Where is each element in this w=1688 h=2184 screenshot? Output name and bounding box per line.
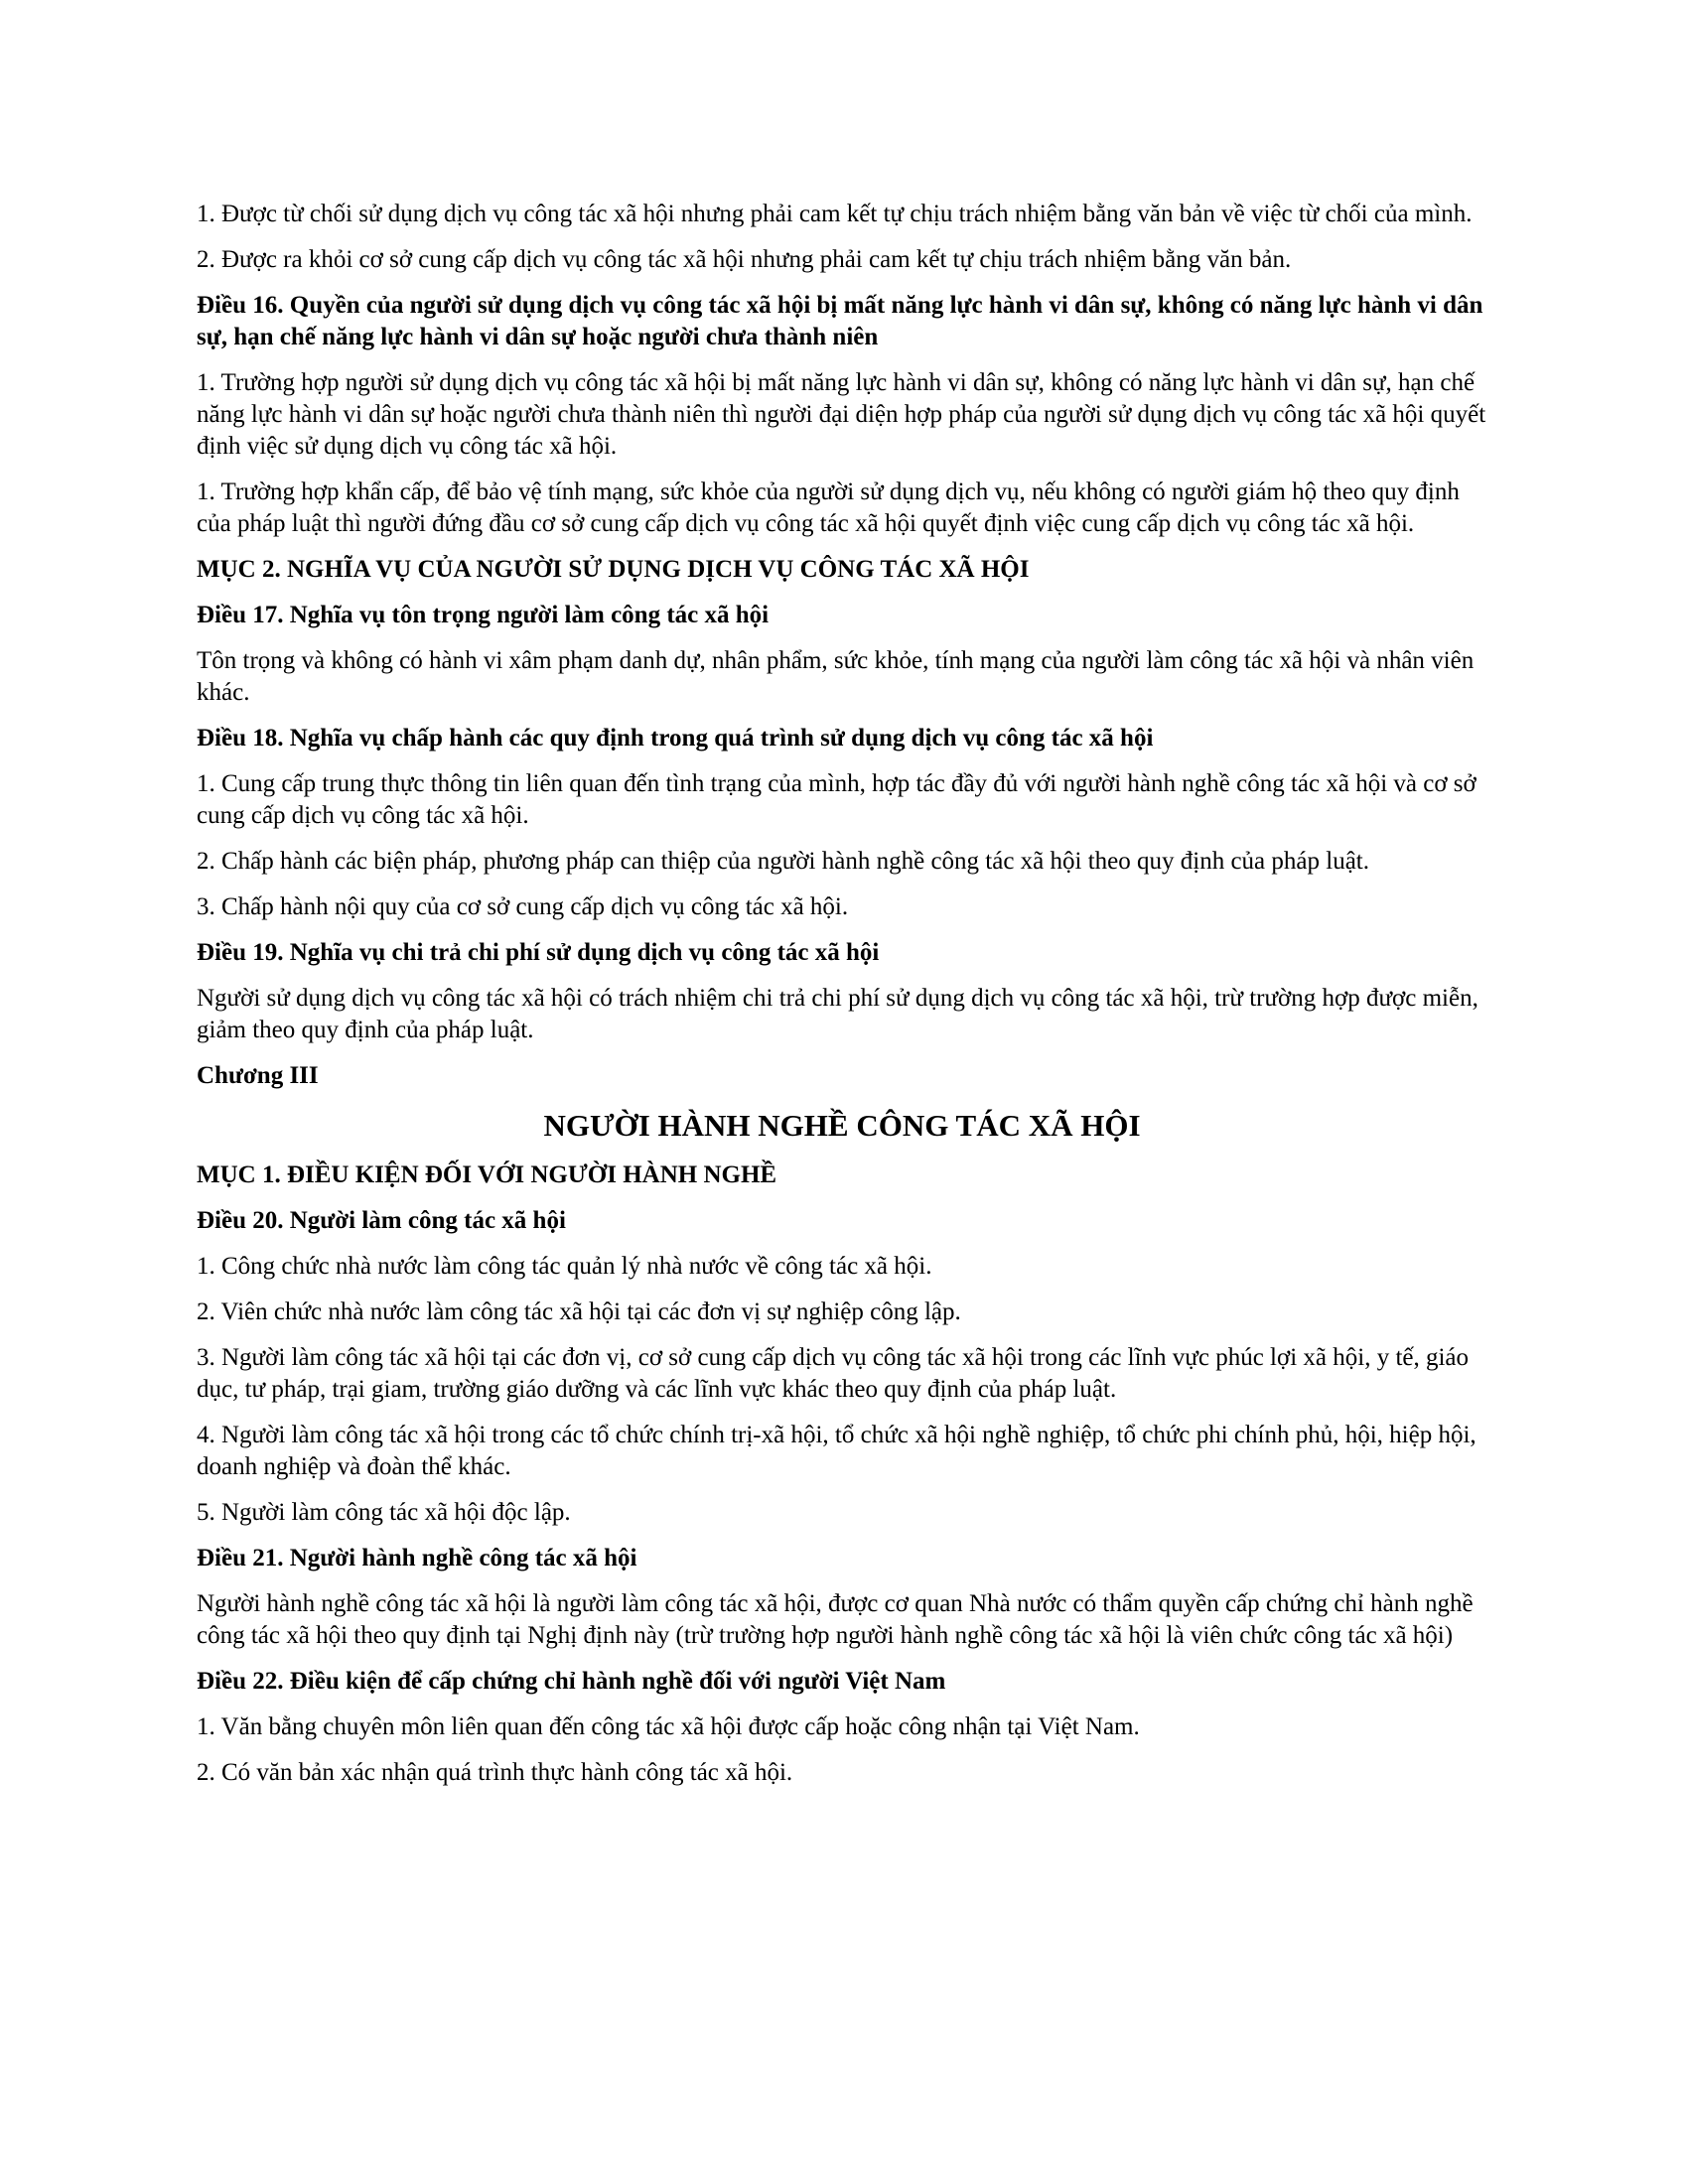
paragraph: 1. Cung cấp trung thực thông tin liên quan đến tình trạng của mình, hợp tác đầy đủ với người hành nghề công tác xã hội và cơ sở cung cấp dịch vụ công tác xã hội. (197, 770, 1477, 829)
paragraph: 3. Chấp hành nội quy của cơ sở cung cấp dịch vụ công tác xã hội. (197, 893, 849, 920)
article-heading: Điều 22. Điều kiện để cấp chứng chỉ hành nghề đối với người Việt Nam (197, 1668, 946, 1695)
paragraph: Người hành nghề công tác xã hội là người làm công tác xã hội, được cơ quan Nhà nước có thẩm quyền cấp chứng chỉ hành nghề công tác xã hội theo quy định tại Nghị định này (trừ trường hợp người hành nghề công tác xã hội là viên chức công tác xã hội) (197, 1590, 1474, 1649)
chapter-label: Chương III (197, 1062, 319, 1089)
paragraph: 1. Văn bằng chuyên môn liên quan đến công tác xã hội được cấp hoặc công nhận tại Việt Nam. (197, 1713, 1140, 1740)
paragraph: 1. Công chức nhà nước làm công tác quản lý nhà nước về công tác xã hội. (197, 1253, 932, 1280)
article-heading: Điều 21. Người hành nghề công tác xã hội (197, 1545, 637, 1571)
document-page (197, 199, 1487, 1803)
article-heading: Điều 16. Quyền của người sử dụng dịch vụ công tác xã hội bị mất năng lực hành vi dân sự, không có năng lực hành vi dân sự, hạn chế năng lực hành vi dân sự hoặc người chưa thành niên (197, 292, 1483, 350)
paragraph: 1. Trường hợp khẩn cấp, để bảo vệ tính mạng, sức khỏe của người sử dụng dịch vụ, nếu không có người giám hộ theo quy định của pháp luật thì người đứng đầu cơ sở cung cấp dịch vụ công tác xã hội quyết định việc cung cấp dịch vụ công tác xã hội. (197, 478, 1460, 537)
section-heading: MỤC 1. ĐIỀU KIỆN ĐỐI VỚI NGƯỜI HÀNH NGHỀ (197, 1161, 777, 1188)
article-heading: Điều 19. Nghĩa vụ chi trả chi phí sử dụng dịch vụ công tác xã hội (197, 939, 880, 966)
paragraph: 4. Người làm công tác xã hội trong các tổ chức chính trị-xã hội, tổ chức xã hội nghề nghiệp, tổ chức phi chính phủ, hội, hiệp hội, doanh nghiệp và đoàn thể khác. (197, 1422, 1477, 1480)
section-heading: MỤC 2. NGHĨA VỤ CỦA NGƯỜI SỬ DỤNG DỊCH VỤ CÔNG TÁC XÃ HỘI (197, 556, 1030, 583)
paragraph: 2. Chấp hành các biện pháp, phương pháp can thiệp của người hành nghề công tác xã hội theo quy định của pháp luật. (197, 848, 1369, 875)
paragraph: 1. Được từ chối sử dụng dịch vụ công tác xã hội nhưng phải cam kết tự chịu trách nhiệm bằng văn bản về việc từ chối của mình. (197, 201, 1473, 227)
paragraph: Người sử dụng dịch vụ công tác xã hội có trách nhiệm chi trả chi phí sử dụng dịch vụ công tác xã hội, trừ trường hợp được miễn, giảm theo quy định của pháp luật. (197, 985, 1478, 1043)
paragraph: 2. Có văn bản xác nhận quá trình thực hành công tác xã hội. (197, 1759, 793, 1786)
paragraph: Tôn trọng và không có hành vi xâm phạm danh dự, nhân phẩm, sức khỏe, tính mạng của người làm công tác xã hội và nhân viên khác. (197, 647, 1475, 706)
paragraph: 1. Trường hợp người sử dụng dịch vụ công tác xã hội bị mất năng lực hành vi dân sự, không có năng lực hành vi dân sự, hạn chế năng lực hành vi dân sự hoặc người chưa thành niên thì người đại diện hợp pháp của người sử dụng dịch vụ công tác xã hội quyết định việc sử dụng dịch vụ công tác xã hội. (197, 369, 1486, 460)
paragraph: 2. Được ra khỏi cơ sở cung cấp dịch vụ công tác xã hội nhưng phải cam kết tự chịu trách nhiệm bằng văn bản. (197, 246, 1292, 273)
paragraph: 3. Người làm công tác xã hội tại các đơn vị, cơ sở cung cấp dịch vụ công tác xã hội trong các lĩnh vực phúc lợi xã hội, y tế, giáo dục, tư pháp, trại giam, trường giáo dưỡng và các lĩnh vực khác theo quy định của pháp luật. (197, 1344, 1470, 1403)
article-heading: Điều 20. Người làm công tác xã hội (197, 1207, 566, 1234)
article-heading: Điều 17. Nghĩa vụ tôn trọng người làm công tác xã hội (197, 602, 770, 628)
paragraph: 2. Viên chức nhà nước làm công tác xã hội tại các đơn vị sự nghiệp công lập. (197, 1298, 961, 1325)
article-heading: Điều 18. Nghĩa vụ chấp hành các quy định trong quá trình sử dụng dịch vụ công tác xã hội (197, 725, 1154, 751)
paragraph: 5. Người làm công tác xã hội độc lập. (197, 1499, 571, 1526)
chapter-title: NGƯỜI HÀNH NGHỀ CÔNG TÁC XÃ HỘI (543, 1108, 1141, 1143)
